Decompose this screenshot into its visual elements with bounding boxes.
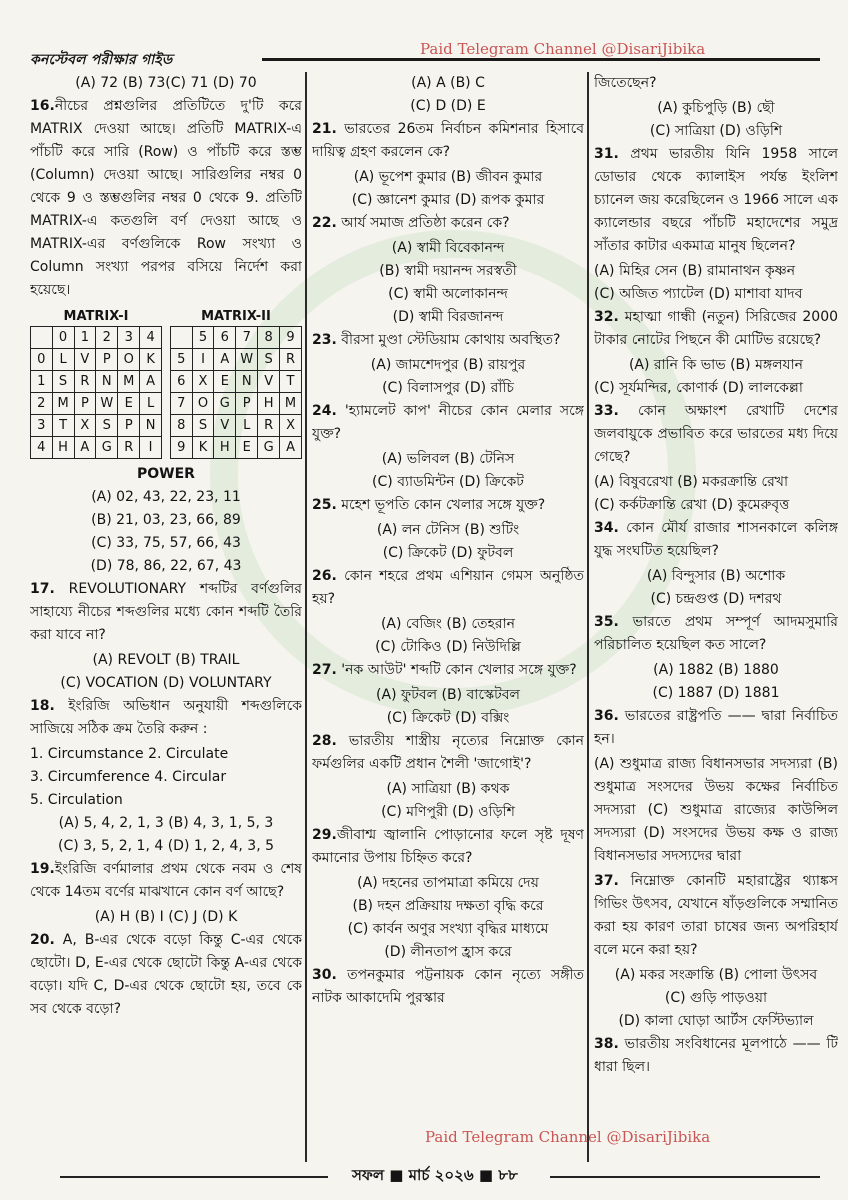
matrix-cell: S — [258, 349, 280, 371]
question-number: 36. — [594, 708, 619, 724]
option-a: (A) স্বামী বিবেকানন্দ — [391, 240, 505, 256]
footer-text: সফল ■ মার্চ ২০২৬ ■ ৮৮ — [352, 1166, 518, 1184]
question-number: 17. — [30, 581, 55, 597]
matrix-cell: X — [192, 371, 214, 393]
matrix-cell: S — [192, 415, 214, 437]
question-29 — [312, 824, 584, 870]
matrix-cell: 5 — [171, 349, 193, 371]
watermark-top: Paid Telegram Channel @DisariJibika — [420, 40, 706, 58]
option-a: (A) দহনের তাপমাত্রা কমিয়ে দেয় — [357, 875, 539, 891]
matrix-cell: A — [214, 349, 236, 371]
question-28 — [312, 730, 584, 776]
matrix-cell: 7 — [171, 393, 193, 415]
matrix-cell: T — [52, 415, 74, 437]
matrix-cell: 6 — [171, 371, 193, 393]
matrix-cell: S — [52, 371, 74, 393]
matrix-cell: I — [192, 349, 214, 371]
matrix-row — [171, 371, 302, 393]
question-text: 'হ্যামলেট কাপ' নীচের কোন মেলার সঙ্গে যুক্ত? — [312, 403, 584, 442]
question-options: (A) ভূপেশ কুমার (B) জীবন কুমার — [353, 169, 543, 185]
question-options: (A) মকর সংক্রান্তি (B) পোলা উৎসব — [614, 967, 818, 983]
option-c: (C) কার্বন অণুর সংখ্যা বৃদ্ধির মাধ্যমে — [347, 921, 549, 937]
matrix-row — [31, 415, 162, 437]
question-text: 'নক আউট' শব্দটি কোন খেলার সঙ্গে যুক্ত? — [341, 662, 577, 678]
question-options: (C) সূর্যমন্দির, কোণার্ক (D) লালকেল্লা — [594, 380, 803, 396]
matrix-row — [31, 349, 162, 371]
question-text: প্রথম ভারতীয় যিনি 1958 সালে ডোভার থেকে ক্যালাইস পর্যন্ত ইংলিশ চ্যানেল জয় করেছিলেন ও 1966 সালে এক ক্যালেন্ডার বছরে পাঁচটি মহাদেশের সমুদ্র সাঁতার কাটার একমাত্র মানুষ ছিলেন? — [594, 146, 838, 254]
question-number: 38. — [594, 1036, 619, 1052]
question-options: (C) 3, 5, 2, 1, 4 (D) 1, 2, 4, 3, 5 — [57, 838, 275, 854]
matrix-cell: L — [236, 415, 258, 437]
matrix-cell: 7 — [236, 327, 258, 349]
header-rule — [262, 58, 820, 61]
question-text: ইংরিজি অভিধান অনুযায়ী শব্দগুলিকে সাজিয়ে সঠিক ক্রম তৈরি করুন : — [30, 698, 302, 737]
matrix-cell: K — [192, 437, 214, 459]
question-text: বীরসা মুণ্ডা স্টেডিয়াম কোথায় অবস্থিত? — [341, 332, 561, 348]
question-options: (A) H (B) I (C) J (D) K — [94, 909, 238, 925]
matrix-2-grid — [170, 326, 302, 459]
matrix-row — [171, 437, 302, 459]
question-21 — [312, 118, 584, 164]
question-number: 30. — [312, 967, 337, 983]
question-24 — [312, 400, 584, 446]
option-b: (B) স্বামী দয়ানন্দ সরস্বতী — [379, 263, 517, 279]
question-26 — [312, 565, 584, 611]
question-options: (A) কুচিপুড়ি (B) ছৌ — [657, 100, 775, 116]
question-number: 29. — [312, 827, 337, 843]
matrix-cell: 0 — [31, 349, 53, 371]
matrix-cell: 6 — [214, 327, 236, 349]
question-25 — [312, 494, 584, 517]
question-options: (A) ফুটবল (B) বাস্কেটবল — [376, 687, 520, 703]
matrix-cell: R — [258, 415, 280, 437]
question-number: 37. — [594, 873, 619, 889]
matrix-cell: P — [74, 393, 96, 415]
footer-rule — [550, 1176, 820, 1178]
question-options: (A) 72 (B) 73(C) 71 (D) 70 — [75, 75, 257, 91]
question-31 — [594, 143, 838, 258]
question-options: (A) লন টেনিস (B) শুটিং — [376, 522, 520, 538]
matrix-cell: L — [52, 349, 74, 371]
header-title: কনস্টেবল পরীক্ষার গাইড — [30, 52, 173, 68]
question-number: 35. — [594, 614, 619, 630]
question-number: 27. — [312, 662, 337, 678]
question-18 — [30, 695, 302, 741]
matrix-cell: H — [52, 437, 74, 459]
option-d: (D) লীনতাপ হ্রাস করে — [384, 944, 512, 960]
list-item: 5. Circulation — [30, 792, 123, 808]
matrix-cell: P — [96, 349, 118, 371]
question-number: 25. — [312, 497, 337, 513]
matrix-cell: E — [236, 437, 258, 459]
column-divider — [587, 72, 589, 1162]
list-item: 1. Circumstance 2. Circulate — [30, 746, 229, 762]
matrix-cell: 1 — [74, 327, 96, 349]
matrix-cell: W — [236, 349, 258, 371]
question-number: 26. — [312, 568, 337, 584]
question-options: (C) বিলাসপুর (D) রাঁচি — [382, 380, 514, 396]
matrix-cell: M — [52, 393, 74, 415]
column-3 — [594, 72, 838, 1162]
matrix-cell: W — [96, 393, 118, 415]
matrix-cell: V — [258, 371, 280, 393]
question-options: (C) চন্দ্রগুপ্ত (D) দশরথ — [650, 591, 782, 607]
question-text: কোন মৌর্য রাজার শাসনকালে কলিঙ্গ যুদ্ধ সংঘটিত হয়েছিল? — [594, 520, 838, 559]
matrix-cell: V — [74, 349, 96, 371]
option-d: (D) 78, 86, 22, 67, 43 — [90, 558, 242, 574]
question-options: (A) বিন্দুসার (B) অশোক — [646, 568, 786, 584]
question-text: ভারতীয় শাস্ত্রীয় নৃত্যের নিম্নোক্ত কোন ফর্মগুলির একটি প্রধান শৈলী 'জাগোই'? — [312, 733, 584, 772]
matrix-cell: R — [280, 349, 302, 371]
question-options: (A) বেজিং (B) তেহরান — [380, 616, 516, 632]
matrix-row — [31, 327, 162, 349]
question-options: (C) VOCATION (D) VOLUNTARY — [60, 675, 272, 691]
question-number: 19. — [30, 861, 55, 877]
page-footer — [30, 1162, 820, 1192]
matrix-cell: 2 — [31, 393, 53, 415]
matrix-cell: S — [96, 415, 118, 437]
matrix-cell: N — [140, 415, 162, 437]
question-text: A, B-এর থেকে বড়ো কিন্তু C-এর থেকে ছোটো। D, E-এর থেকে ছোটো কিন্তু A-এর থেকে বড়ো। যদি C, D-এর থেকে ছোটো হয়, তবে কে সব থেকে বড়ো? — [30, 932, 302, 1017]
question-options: (A) 1882 (B) 1880 — [653, 662, 779, 678]
question-number: 33. — [594, 403, 619, 419]
matrix-cell: L — [140, 393, 162, 415]
matrix-cell: 5 — [192, 327, 214, 349]
matrix-row — [31, 371, 162, 393]
question-options: (C) টোকিও (D) নিউদিল্লি — [375, 639, 521, 655]
matrix-cell: H — [258, 393, 280, 415]
matrix-cell: 8 — [171, 415, 193, 437]
question-options: (C) গুড়ি পাড়ওয়া — [664, 990, 768, 1006]
question-text: মহাত্মা গান্ধী (নতুন) সিরিজের 2000 টাকার নোটের পিছনে কী মোটিভ রয়েছে? — [594, 309, 838, 348]
question-text: ইংরিজি বর্ণমালার প্রথম থেকে নবম ও শেষ থেকে 14তম বর্ণের মাঝখানে কোন বর্ণ আছে? — [30, 861, 302, 900]
question-options: (A) মিহির সেন (B) রামানাথন কৃষ্ণন — [594, 263, 796, 279]
question-number: 32. — [594, 309, 619, 325]
question-35 — [594, 611, 838, 657]
question-text: তপনকুমার পট্টনায়ক কোন নৃত্যে সঙ্গীত নাটক আকাদেমি পুরস্কার — [312, 967, 584, 1006]
question-27 — [312, 659, 584, 682]
question-options: (D) কালা ঘোড়া আর্টস ফেস্টিভ্যাল — [618, 1013, 814, 1029]
question-options: (C) মণিপুরী (D) ওড়িশি — [381, 804, 515, 820]
matrix-cell: A — [74, 437, 96, 459]
question-text: ভারতে প্রথম সম্পূর্ণ আদমসুমারি পরিচালিত হয়েছিল কত সালে? — [594, 614, 838, 653]
matrix-2 — [170, 308, 302, 459]
question-number: 21. — [312, 121, 337, 137]
column-divider — [305, 72, 307, 1162]
matrix-row — [171, 349, 302, 371]
matrix-cell: R — [74, 371, 96, 393]
question-text: কোন শহরে প্রথম এশিয়ান গেমস অনুষ্ঠিত হয়? — [312, 568, 584, 607]
question-number: 31. — [594, 146, 619, 162]
matrix-cell: V — [214, 415, 236, 437]
question-number: 23. — [312, 332, 337, 348]
question-options: (A) ভলিবল (B) টেনিস — [381, 451, 515, 467]
matrix-row — [171, 393, 302, 415]
matrix-cell: 8 — [258, 327, 280, 349]
column-1 — [30, 72, 302, 1162]
footer-rule — [60, 1176, 328, 1178]
matrix-cell: N — [236, 371, 258, 393]
question-text: নিম্নোক্ত কোনটি মহারাষ্ট্রের থ্যাঙ্কস গিভিং উৎসব, যেখানে ষাঁড়গুলিকে সম্মানিত করা হয় কারণ তারা চাষের জন্য অপরিহার্য বলে মনে করা হয়? — [594, 873, 838, 958]
question-options: (A) শুধুমাত্র রাজ্য বিধানসভার সদস্যরা (B) শুধুমাত্র সংসদের উভয় কক্ষের নির্বাচিত সদস্যরা (C) শুধুমাত্র রাজ্যের কাউন্সিল সদস্যরা (D) সংসদের উভয় কক্ষ ও রাজ্য বিধানসভার সদস্যদের দ্বারা — [594, 756, 838, 864]
matrix-cell: G — [96, 437, 118, 459]
matrix-cell: E — [118, 393, 140, 415]
question-options: (C) সাত্রিয়া (D) ওড়িশি — [649, 123, 783, 139]
matrix-cell: 4 — [140, 327, 162, 349]
matrix-cell: G — [214, 393, 236, 415]
option-c: (C) 33, 75, 57, 66, 43 — [91, 535, 241, 551]
matrix-pair — [30, 308, 302, 459]
question-text: নীচের প্রশ্নগুলির প্রতিটিতে দু'টি করে MATRIX দেওয়া আছে। প্রতিটি MATRIX-এ পাঁচটি করে সারি (Row) ও পাঁচটি করে স্তম্ভ (Column) দেওয়া আছে। সারিগুলির নম্বর 0 থেকে 9 ও স্তম্ভগুলির নম্বর 0 থেকে 9. প্রতিটি MATRIX-এ কতগুলি বর্ণ দেওয়া আছে ও MATRIX-এর বর্ণগুলিকে Row সংখ্যা ও Column সংখ্যা পরপর বসিয়ে নির্দেশ করা হয়েছে। — [30, 98, 302, 298]
question-19 — [30, 858, 302, 904]
question-22 — [312, 212, 584, 235]
question-options: (C) ক্রিকেট (D) ফুটবল — [382, 545, 514, 561]
question-number: 16. — [30, 98, 55, 114]
matrix-cell: M — [280, 393, 302, 415]
list-item: 3. Circumference 4. Circular — [30, 769, 227, 785]
question-text: জীবাশ্ম জ্বালানি পোড়ানোর ফলে সৃষ্ট দূষণ কমানোর উপায় চিহ্নিত করে? — [312, 827, 584, 866]
option-c: (C) স্বামী অলোকানন্দ — [388, 286, 508, 302]
matrix-1-grid — [30, 326, 162, 459]
matrix-cell: A — [280, 437, 302, 459]
question-text: ভারতীয় সংবিধানের মূলপাঠে —— টি ধারা ছিল। — [594, 1036, 838, 1075]
matrix-cell: K — [140, 349, 162, 371]
matrix-cell: P — [118, 415, 140, 437]
question-number: 20. — [30, 932, 55, 948]
question-37 — [594, 870, 838, 962]
matrix-cell: X — [280, 415, 302, 437]
question-38 — [594, 1033, 838, 1079]
question-23 — [312, 329, 584, 352]
matrix-cell: I — [140, 437, 162, 459]
matrix-cell: E — [214, 371, 236, 393]
question-options: (C) D (D) E — [410, 98, 486, 114]
matrix-cell: 9 — [171, 437, 193, 459]
question-text-continued: জিতেছেন? — [594, 75, 657, 91]
matrix-row — [171, 415, 302, 437]
matrix-cell: N — [96, 371, 118, 393]
matrix-cell: M — [118, 371, 140, 393]
question-options: (C) জ্ঞানেশ কুমার (D) রূপক কুমার — [351, 192, 545, 208]
question-text: REVOLUTIONARY শব্দটির বর্ণগুলির সাহায্যে নীচের শব্দগুলির মধ্যে কোন শব্দটি তৈরি করা যাবে না? — [30, 581, 302, 643]
question-number: 18. — [30, 698, 55, 714]
watermark-bottom: Paid Telegram Channel @DisariJibika — [425, 1128, 711, 1146]
question-options: (C) ব্যাডমিন্টন (D) ক্রিকেট — [372, 474, 524, 490]
question-36 — [594, 705, 838, 751]
option-a: (A) 02, 43, 22, 23, 11 — [91, 489, 241, 505]
question-17 — [30, 578, 302, 647]
matrix-1-title: MATRIX-I — [63, 309, 129, 324]
column-2 — [312, 72, 584, 1162]
question-text: ভারতের রাষ্ট্রপতি —— দ্বারা নির্বাচিত হন। — [594, 708, 838, 747]
matrix-cell — [171, 327, 193, 349]
question-options: (A) A (B) C — [411, 75, 485, 91]
target-word: POWER — [137, 466, 195, 482]
matrix-cell: X — [74, 415, 96, 437]
question-text: মহেশ ভূপতি কোন খেলার সঙ্গে যুক্ত? — [341, 497, 546, 513]
matrix-2-title: MATRIX-II — [201, 309, 271, 324]
matrix-cell: 0 — [52, 327, 74, 349]
matrix-cell: T — [280, 371, 302, 393]
question-16 — [30, 95, 302, 302]
question-text: কোন অক্ষাংশ রেখাটি দেশের জলবায়ুকে প্রভাবিত করে ভারতের মধ্য দিয়ে গেছে? — [594, 403, 838, 465]
matrix-cell: O — [192, 393, 214, 415]
question-options: (A) রানি কি ভাভ (B) মঙ্গলযান — [628, 357, 804, 373]
question-options: (C) অজিত প্যাটেল (D) মাশাবা যাদব — [594, 286, 803, 302]
question-options: (A) বিষুবরেখা (B) মকরক্রান্তি রেখা — [594, 474, 789, 490]
matrix-1 — [30, 308, 162, 459]
option-b: (B) 21, 03, 23, 66, 89 — [91, 512, 241, 528]
question-options: (C) ক্রিকেট (D) বক্সিং — [386, 710, 510, 726]
question-number: 24. — [312, 403, 337, 419]
question-options: (A) জামশেদপুর (B) রায়পুর — [370, 357, 526, 373]
question-text: ভারতের 26তম নির্বাচন কমিশনার হিসাবে দায়িত্ব গ্রহণ করলেন কে? — [312, 121, 584, 160]
matrix-cell: 3 — [118, 327, 140, 349]
question-32 — [594, 306, 838, 352]
matrix-cell: 4 — [31, 437, 53, 459]
matrix-cell: G — [258, 437, 280, 459]
matrix-cell: A — [140, 371, 162, 393]
matrix-cell: 3 — [31, 415, 53, 437]
question-30 — [312, 964, 584, 1010]
matrix-cell: H — [214, 437, 236, 459]
question-text: আর্য সমাজ প্রতিষ্ঠা করেন কে? — [341, 215, 510, 231]
option-d: (D) স্বামী বিরজানন্দ — [392, 309, 504, 325]
question-options: (A) REVOLT (B) TRAIL — [92, 652, 240, 668]
question-options: (C) 1887 (D) 1881 — [652, 685, 780, 701]
question-options: (C) কর্কটক্রান্তি রেখা (D) কুমেরুবৃত্ত — [594, 497, 790, 513]
matrix-cell: 9 — [280, 327, 302, 349]
question-options: (A) 5, 4, 2, 1, 3 (B) 4, 3, 1, 5, 3 — [58, 815, 274, 831]
matrix-cell: 2 — [96, 327, 118, 349]
matrix-row — [31, 437, 162, 459]
matrix-row — [171, 327, 302, 349]
matrix-cell: R — [118, 437, 140, 459]
matrix-cell: 1 — [31, 371, 53, 393]
option-b: (B) দহন প্রক্রিয়ায় দক্ষতা বৃদ্ধি করে — [352, 898, 544, 914]
matrix-cell: P — [236, 393, 258, 415]
question-number: 22. — [312, 215, 337, 231]
matrix-row — [31, 393, 162, 415]
question-number: 34. — [594, 520, 619, 536]
question-33 — [594, 400, 838, 469]
question-34 — [594, 517, 838, 563]
matrix-cell: O — [118, 349, 140, 371]
question-20 — [30, 929, 302, 1021]
question-options: (A) সাত্রিয়া (B) কথক — [386, 781, 510, 797]
matrix-cell — [31, 327, 53, 349]
question-number: 28. — [312, 733, 337, 749]
